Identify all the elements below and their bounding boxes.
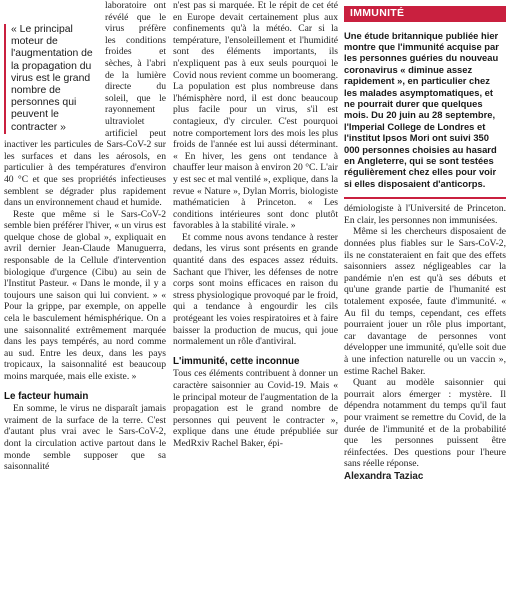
article-paragraph: laboratoire ont révélé que le virus préfère les conditions froides et sèches, à l'abri de la lumière directe du soleil, que le rayonnement ultraviolet artificiel peut inactiver les particules de Sars-CoV-2 sur les surfaces et dans les aérosols, en particulier à des températures d'environ 40 °C et que ses propriétés infectieuses semblent se dégrader plus rapidement dans un environnement chaud et humide. [4,0,166,209]
box-label: IMMUNITÉ [344,6,506,22]
article-paragraph: Tous ces éléments contribuent à donner un caractère saisonnier au Covid-19. Mais « le principal moteur de l'augmentation de la propagation est le grand nombre de personnes qui peuvent le contracter », explique dans une étude prépubliée sur MedRxiv Rachel Baker, épi- [173,368,338,449]
article-paragraph: n'est pas si marquée. Et le répit de cet été en Europe devait certainement plus aux confinements qu'à la météo. Car si la température, l'ensoleillement et l'humidité sont des éléments importants, ils n'expliquent pas à eux seuls pourquoi le Covid nous revient comme un boomerang. La population est plus nombreuse dans l'hémisphère nord, il est donc beaucoup plus facile pour un virus, s'il est contagieux, d'y circuler. C'est pourquoi notre comportement lors des mois les plus froids de l'année est lui aussi déterminant. « En hiver, les gens ont tendance à chauffer leur maison à environ 20 °C. L'air y est sec et mal ventilé », explique, dans la revue « Nature », Dylan Morris, biologiste mathématicien à Princeton. « Les conditions intérieures sont donc plutôt favorables à la stabilité virale. » [173,0,338,232]
author-signature: Alexandra Taziac [344,470,424,482]
article-column-2 [173,0,338,450]
box-divider [344,197,506,199]
article-column-3 [344,0,506,483]
section-subheading: Le facteur humain [4,390,89,402]
article-paragraph: En somme, le virus ne disparaît jamais vraiment de la surface de la terre. C'est d'autant plus vrai avec le Sars-CoV-2, dont la circulation active partout dans le monde semble supposer que sa saisonnalité [4,403,166,473]
article-column-1 [4,0,166,473]
article-paragraph: Et comme nous avons tendance à rester dedans, les virus sont présents en grande quantité dans des espaces assez réduits. Sachant que l'hiver, les défenses de notre corps sont moins efficaces en raison du stress physiologique provoqué par le froid, qui a tendance à engourdir les cils protégeant les voies respiratoires et à faire baisser la production de mucus, qui joue normalement un rôle d'antiviral. [173,231,338,348]
article-paragraph: Même si les chercheurs disposaient de données plus fiables sur le Sars-CoV-2, ils ne constateraient en fait que des effets saisonniers assez négligeables car la pandémie n'en est qu'à ses débuts et qu'une grande partie de l'humanité est totalement exposée, faute d'immunité. « Au fil du temps, cependant, ces effets pourraient jouer un rôle plus important, car davantage de personnes vont développer une immunité, qu'elle soit due à une infection naturelle ou un vaccin », estime Rachel Baker. [344,226,506,377]
article-paragraph: démiologiste à l'Université de Princeton. En clair, les personnes non immunisées. [344,203,506,226]
immunity-sidebar-box [344,6,506,199]
section-subheading: L'immunité, cette inconnue [173,355,300,367]
article-paragraph: Quant au modèle saisonnier qui pourrait alors émerger : mystère. Il dépendra notamment du temps qu'il faut pour vraiment se remettre du Covid, de la durée de l'immunité et de la probabilité que les personnes puissent être réinfectées. Des questions pour l'heure sans réelle réponse. [344,377,506,470]
box-text: Une étude britannique publiée hier montre que l'immunité acquise par les personnes guéries du nouveau coronavirus « diminue assez rapidement », en particulier chez les malades asymptomatiques, et ne pourrait durer que quelques mois. Du 20 juin au 28 septembre, l'Imperial College de Londres et l'institut Ipsos Mori ont suivi 350 000 personnes choisies au hasard en Angleterre, qui se sont testées régulièrement chez elles pour voir si elles disposaient d'anticorps. [344,29,499,189]
pull-quote: « Le principal moteur de l'augmentation de la propagation du virus est le grand nombre de personnes qui peuvent le contracter » [4,24,99,134]
article-paragraph: Reste que même si le Sars-CoV-2 semble bien préférer l'hiver, « un virus est quelque chose de global », expliquait en avril dernier Jean-Claude Manuguerra, responsable de la Cellule d'intervention biologique d'urgence (Cibu) au sein de l'Institut Pasteur. « Dans le monde, il y a toujours une saison qui lui convient. » « Pour la grippe, par exemple, on appelle cela le basculement hémisphérique. On a une saisonnalité extrêmement marquée dans les pays tempérés, au nord comme au sud. Entre les deux, dans les pays tropicaux, la saisonnalité est beaucoup moins marquée, mais elle existe. » [4,208,166,382]
